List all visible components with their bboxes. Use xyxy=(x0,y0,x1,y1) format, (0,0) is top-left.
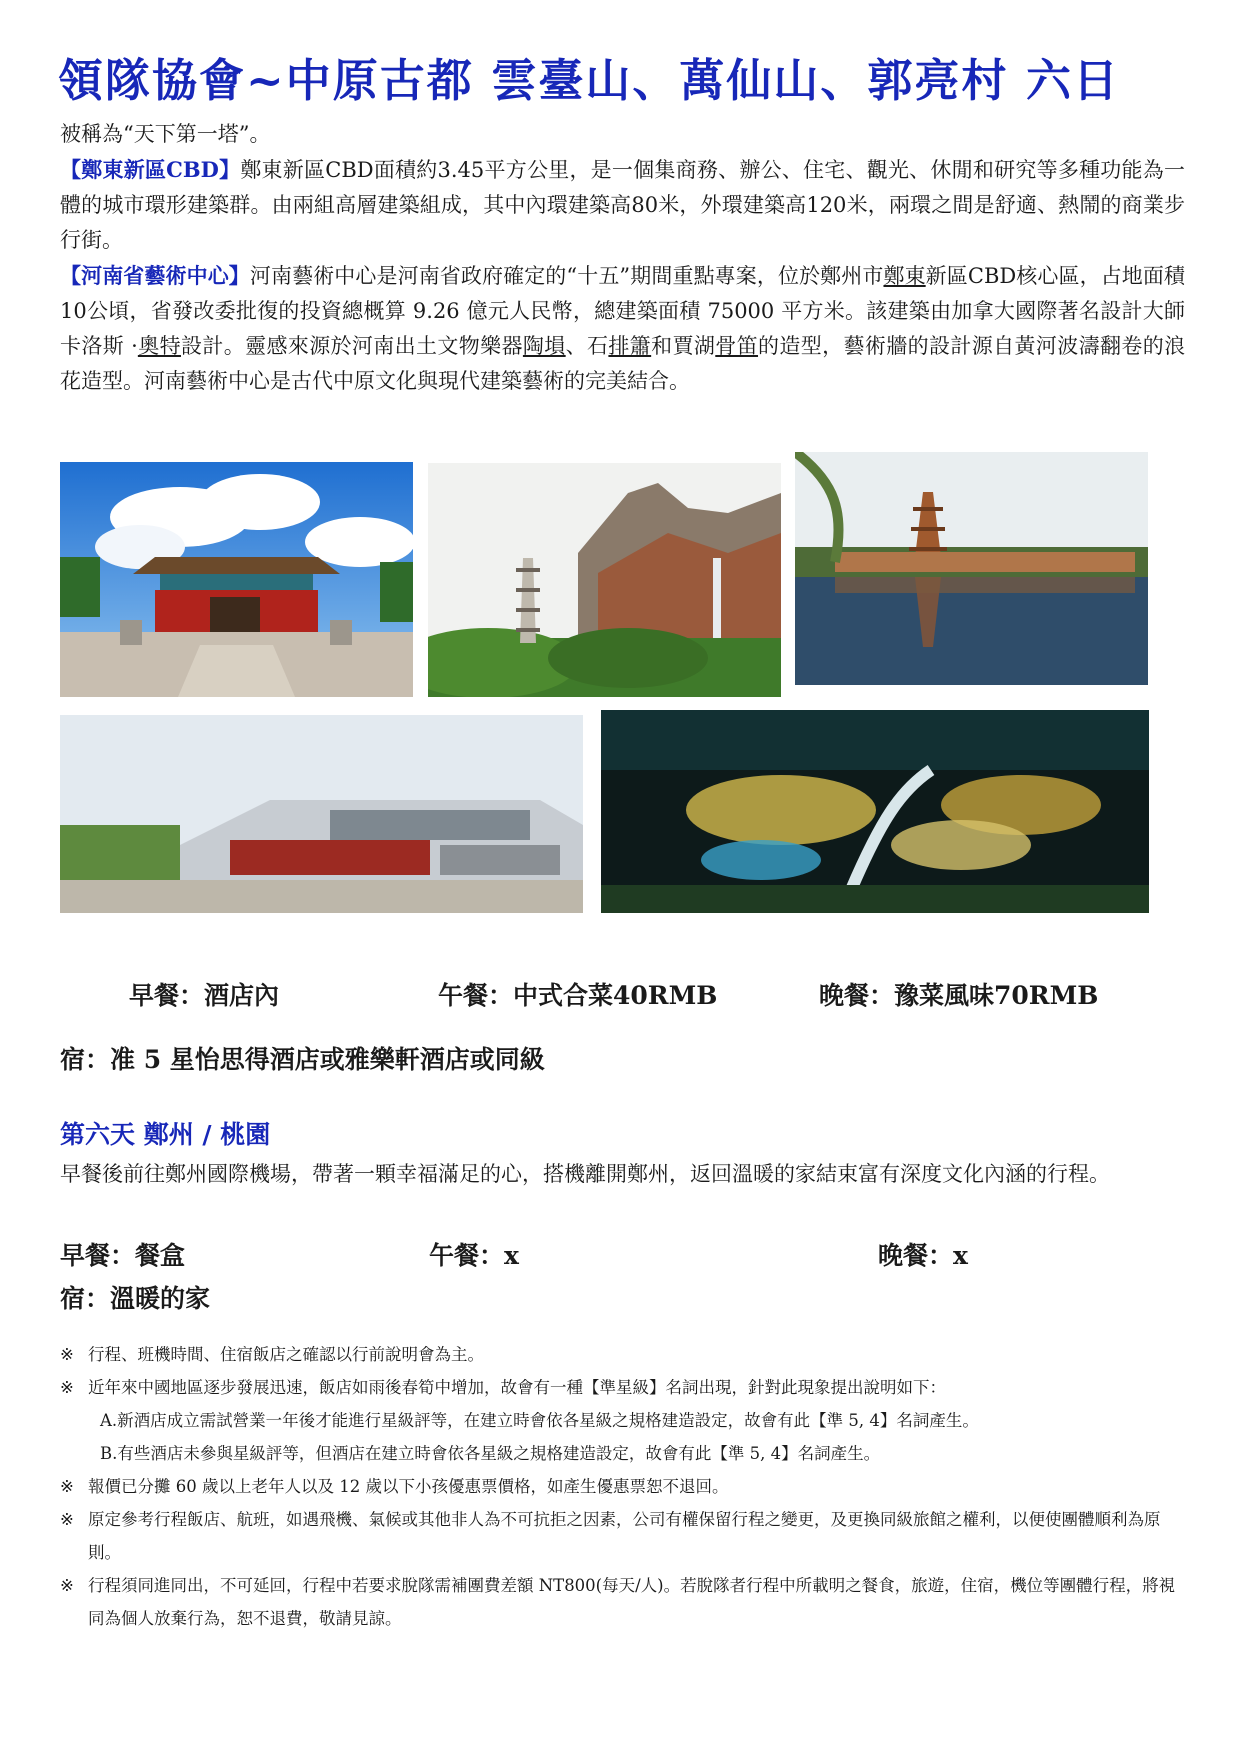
art-text: 和賈湖 xyxy=(651,334,716,358)
art-text: 新區CBD核心區，占地面積10公頃，省發改委批復的投資總概算 9.26 億元人民幣，總建築面積 75000 平方米。該建築由加拿大國際著名設計大師卡洛斯 · xyxy=(60,264,1186,358)
note-item xyxy=(60,1338,1190,1371)
note-item xyxy=(60,1569,1190,1635)
day6-breakfast: 早餐：餐盒 xyxy=(60,1241,186,1270)
temple-gate-photo xyxy=(60,462,413,697)
notes-section xyxy=(60,1338,1190,1635)
mountain-waterfall-photo xyxy=(428,463,781,697)
day6-stay: 宿：溫暖的家 xyxy=(60,1284,211,1313)
art-center-night-photo xyxy=(601,710,1149,913)
cbd-paragraph xyxy=(60,152,1185,258)
art-underline: 鄭東 xyxy=(883,264,926,288)
museum-photo xyxy=(60,715,583,913)
art-center-paragraph xyxy=(60,258,1185,399)
note-text: 行程須同進同出，不可延回，行程中若要求脫隊需補團費差額 NT800(每天/人)。若脫隊者行程中所載明之餐食，旅遊，住宿，機位等團體行程，將視同為個人放棄行為，恕不退費，敬請見諒。 xyxy=(88,1576,1176,1628)
note-text: 近年來中國地區逐步發展迅速，飯店如雨後春筍中增加，故會有一種【準星級】名詞出現，針對此現象提出說明如下： xyxy=(88,1378,946,1397)
art-underline: 奧特 xyxy=(137,334,181,358)
art-text: 、石 xyxy=(565,334,609,358)
day5-dinner: 晚餐：豫菜風味70RMB xyxy=(819,981,1099,1010)
pagoda-lake-photo xyxy=(795,452,1148,685)
note-text: B.有些酒店未參與星級評等，但酒店在建立時會依各星級之規格建造設定，故會有此【準 5, 4】名詞產生。 xyxy=(100,1444,881,1463)
page-title: 領隊協會~中原古都 雲臺山、萬仙山、郭亮村 六日 xyxy=(58,54,1121,107)
day5-breakfast: 早餐：酒店內 xyxy=(129,981,280,1010)
day5-stay: 宿：准 5 星怡思得酒店或雅樂軒酒店或同級 xyxy=(60,1045,545,1074)
cbd-tag: 【鄭東新區CBD】 xyxy=(60,157,241,182)
intro-section xyxy=(60,117,1185,399)
note-subitem xyxy=(60,1437,1190,1470)
art-underline: 陶塤 xyxy=(522,334,566,358)
day6-lunch: 午餐：x xyxy=(429,1241,519,1270)
note-mark: ※ xyxy=(60,1345,74,1364)
pagoda-line: 被稱為“天下第一塔”。 xyxy=(60,122,271,146)
day6-heading: 第六天 鄭州 / 桃園 xyxy=(60,1120,271,1149)
note-text: A.新酒店成立需試營業一年後才能進行星級評等，在建立時會依各星級之規格建造設定，故會有此【準 5, 4】名詞產生。 xyxy=(100,1411,979,1430)
note-mark: ※ xyxy=(60,1510,74,1529)
cbd-text: 鄭東新區CBD面積約3.45平方公里，是一個集商務、辦公、住宅、觀光、休閒和研究等多種功能為一體的城市環形建築群。由兩組高層建築組成，其中內環建築高80米，外環建築高120米，兩環之間是舒適、熱鬧的商業步行街。 xyxy=(60,158,1185,252)
note-item xyxy=(60,1470,1190,1503)
note-item xyxy=(60,1371,1190,1404)
art-underline: 排簫 xyxy=(608,334,652,358)
day6-description: 早餐後前往鄭州國際機場，帶著一顆幸福滿足的心，搭機離開鄭州，返回溫暖的家結束富有深度文化內涵的行程。 xyxy=(60,1162,1110,1186)
note-mark: ※ xyxy=(60,1378,74,1397)
day6-dinner: 晚餐：x xyxy=(878,1241,968,1270)
note-mark: ※ xyxy=(60,1576,74,1595)
note-text: 報價已分攤 60 歲以上老年人以及 12 歲以下小孩優惠票價格，如產生優惠票恕不退回。 xyxy=(88,1477,729,1496)
art-underline: 骨笛 xyxy=(715,334,759,358)
art-text: 的造型，藝術牆的設計源自黃河波濤翻卷的浪花造型。河南藝術中心是古代中原文化與現代建築藝術的完美結合。 xyxy=(60,334,1186,393)
note-text: 行程、班機時間、住宿飯店之確認以行前說明會為主。 xyxy=(88,1345,484,1364)
note-mark: ※ xyxy=(60,1477,74,1496)
day5-lunch: 午餐：中式合菜40RMB xyxy=(438,981,718,1010)
art-text: 河南藝術中心是河南省政府確定的“十五”期間重點專案，位於鄭州市 xyxy=(249,264,884,288)
note-item xyxy=(60,1503,1190,1569)
art-text: 設計。靈感來源於河南出土文物樂器 xyxy=(180,334,523,358)
art-center-tag: 【河南省藝術中心】 xyxy=(60,263,250,288)
note-text: 原定參考行程飯店、航班，如遇飛機、氣候或其他非人為不可抗拒之因素，公司有權保留行程之變更，及更換同級旅館之權利，以便使團體順利為原則。 xyxy=(88,1510,1161,1562)
note-subitem xyxy=(60,1404,1190,1437)
